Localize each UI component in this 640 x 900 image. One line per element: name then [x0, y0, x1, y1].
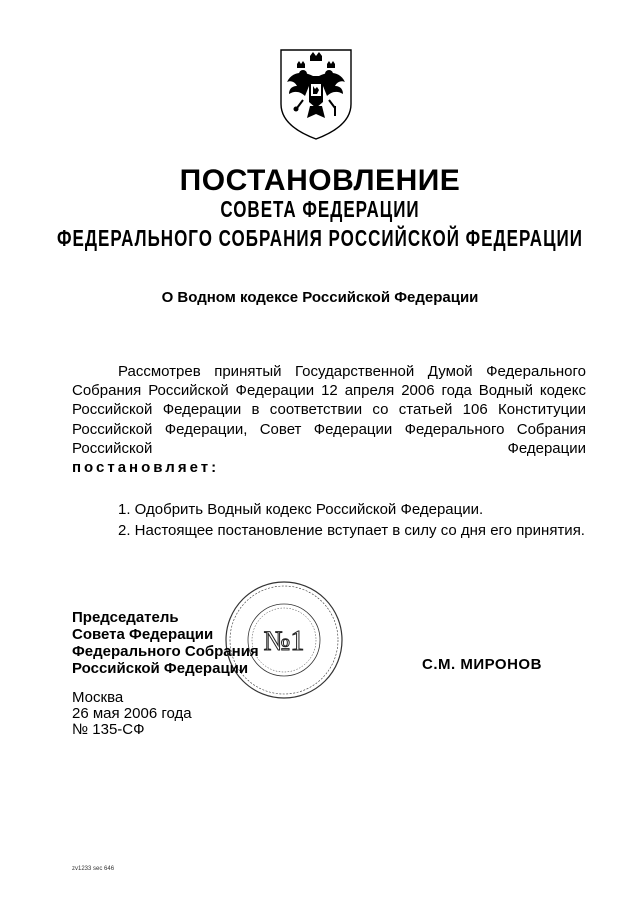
signer-position-line: Совета Федерации	[72, 626, 214, 643]
signer-name: С.М. МИРОНОВ	[422, 656, 542, 673]
signer-position-line: Российской Федерации	[72, 660, 249, 677]
double-headed-eagle-icon	[277, 46, 355, 142]
signer-position-line: Председатель	[72, 609, 179, 626]
document-number: № 135-СФ	[72, 721, 145, 738]
resolution-item	[72, 520, 586, 541]
document-title: ПОСТАНОВЛЕНИЕ	[179, 164, 461, 197]
preamble-text: Рассмотрев принятый Государственной Думой Федерального Собрания Российской Федерации 12 апреля 2006 года Водный кодекс Российской Федерации в соответствии со статьей 106 Конституции Российской Федерации, Совет Федерации Федерального Собрания Российской Федерации	[72, 363, 586, 457]
date: 26 мая 2006 года	[72, 705, 192, 722]
issuer-line-2: ФЕДЕРАЛЬНОГО СОБРАНИЯ РОССИЙСКОЙ ФЕДЕРАЦИИ	[57, 225, 583, 252]
document-subject: О Водном кодексе Российской Федерации	[161, 289, 479, 306]
preamble-paragraph	[72, 362, 586, 477]
resolution-items	[72, 499, 586, 541]
issuer-line-1: СОВЕТА ФЕДЕРАЦИИ	[220, 196, 420, 223]
print-code: zv1233 sec 646	[72, 866, 115, 872]
city: Москва	[72, 689, 124, 706]
resolution-item-text: 2. Настоящее постановление вступает в силу со дня его принятия.	[118, 522, 585, 539]
resolves-word: постановляет:	[72, 459, 220, 477]
resolution-item: 1. Одобрить Водный кодекс Российской Федерации.	[118, 501, 484, 518]
signer-position-line: Федерального Собрания	[72, 643, 259, 660]
seal-number: №1	[263, 626, 305, 657]
signer-position	[72, 609, 332, 677]
place-and-date	[72, 690, 192, 738]
